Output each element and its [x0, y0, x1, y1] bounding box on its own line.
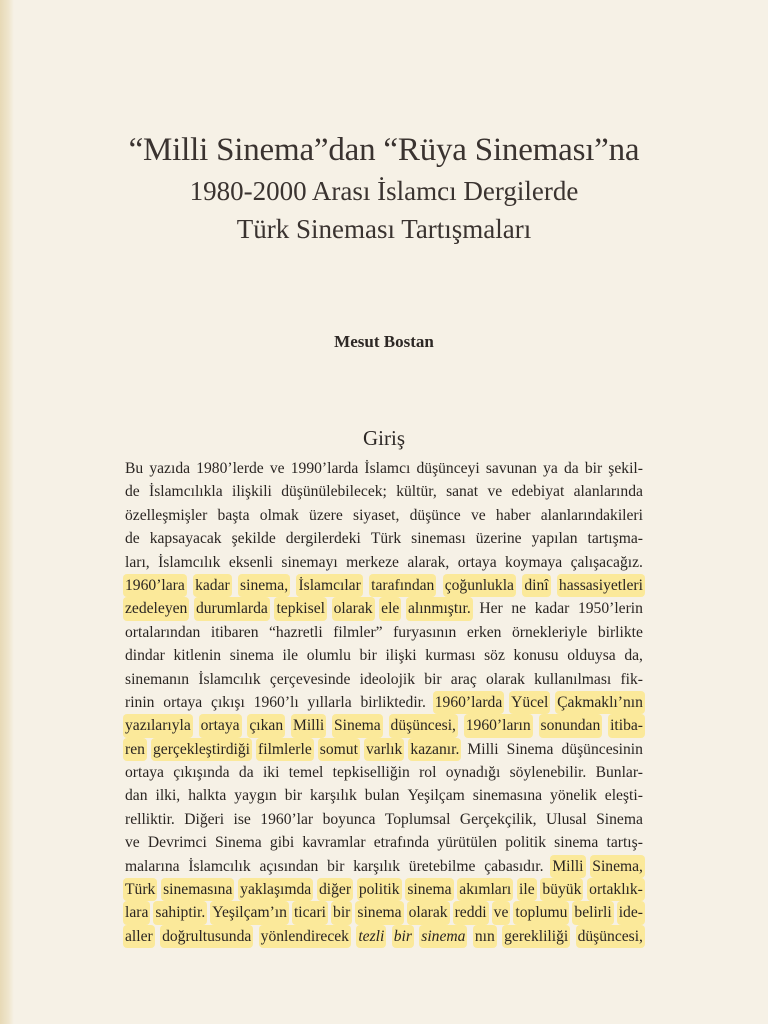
body-word: filmler” [333, 623, 383, 641]
highlighted-word: sonundan [539, 714, 603, 737]
body-word: kullanılması [534, 670, 612, 688]
body-word: yönelik [550, 787, 597, 805]
body-word: olarak [485, 670, 525, 688]
body-word: dindar [125, 647, 165, 665]
body-word: yıllarla [307, 693, 352, 711]
body-word: İslamcılık [158, 553, 221, 571]
highlighted-word: alınmıştır. [406, 597, 473, 620]
body-word: boyunca [322, 810, 376, 828]
highlighted-word: düşüncesi, [576, 925, 645, 948]
highlighted-word: ren [123, 738, 147, 761]
highlighted-word: ortaya [199, 714, 242, 737]
author-name: Mesut Bostan [334, 332, 434, 351]
highlighted-word: çıkan [247, 714, 285, 737]
body-line [125, 574, 643, 597]
body-word: Devrimci [147, 834, 207, 852]
body-word: Türk [370, 530, 402, 548]
highlighted-word: olarak [332, 597, 375, 620]
body-word: ve [470, 506, 486, 524]
body-word: 1960’lı [253, 693, 299, 711]
body-word: düşüncesinin [561, 740, 643, 758]
highlighted-word: sinema [419, 925, 467, 948]
body-word: üretebilme [408, 857, 476, 875]
body-word: ortaya [163, 693, 203, 711]
highlighted-word: yönlendirecek [259, 925, 351, 948]
body-word: ile [282, 647, 299, 665]
highlighted-word: yaklaşımda [238, 878, 313, 901]
body-line [125, 808, 643, 831]
body-word: söylenebilir. [509, 764, 587, 782]
highlighted-word: sinema [355, 901, 403, 924]
body-word: Gerçekçilik, [459, 810, 537, 828]
body-word: İslamcılık [188, 857, 251, 875]
body-word: Toplumsal [384, 810, 451, 828]
body-word: kurması [425, 647, 476, 665]
body-word: Bu [125, 460, 144, 477]
body-text [125, 457, 643, 948]
body-word: olduysa [567, 647, 616, 665]
body-word: Diğeri [184, 810, 225, 828]
body-line [125, 551, 643, 574]
body-word: halkta [188, 787, 227, 805]
highlighted-word: ticari [292, 901, 328, 924]
body-word: da [238, 764, 254, 782]
highlighted-word: hassasiyetleri [557, 574, 645, 597]
body-word: kapsayacak [149, 530, 222, 548]
body-word: çıkışında [173, 764, 230, 782]
highlighted-word: akımları [457, 878, 513, 901]
highlighted-word: 1960’larda [433, 691, 505, 714]
highlighted-word: diğer [317, 878, 353, 901]
body-word: konusu [513, 647, 559, 665]
body-word: sinemanın [125, 670, 190, 688]
body-word: Sinema [596, 810, 643, 828]
highlighted-word: varlık [364, 738, 404, 761]
highlighted-word: zedeleyen [123, 597, 189, 620]
body-word: dergilerdeki [285, 530, 361, 548]
body-word: haber [495, 506, 531, 524]
body-word: kadar [534, 600, 570, 618]
highlighted-word: gerekliliği [502, 925, 570, 948]
body-word: bulan [364, 787, 400, 805]
body-word: eleşti- [604, 787, 643, 805]
highlighted-word: Yücel [509, 691, 550, 714]
highlighted-word: politik [357, 878, 402, 901]
highlighted-word: İslamcılar [296, 574, 362, 597]
body-word: sinema [229, 647, 274, 665]
body-word: olumlu [306, 647, 351, 665]
body-word: ve [269, 460, 285, 477]
highlighted-word: Milli [550, 855, 585, 878]
body-line [125, 925, 643, 948]
body-word: başta [217, 506, 250, 524]
body-line [125, 831, 643, 854]
article-subtitle-line-2: Türk Sineması Tartışmaları [236, 214, 532, 244]
body-line [125, 901, 643, 924]
body-word: yürütülen [437, 834, 498, 852]
body-word: fik- [620, 670, 643, 688]
body-line [125, 738, 643, 761]
body-word: araç [450, 670, 477, 688]
body-word: 1980’lerde [196, 460, 264, 477]
article-subtitle-line-1: 1980-2000 Arası İslamcı Dergilerde [189, 176, 579, 206]
body-word: Milli [467, 740, 499, 758]
body-word: da [563, 460, 579, 477]
body-word: sineması [411, 530, 466, 548]
highlighted-word: somut [318, 738, 360, 761]
body-word: üzere [309, 506, 343, 524]
highlighted-word: reddi [453, 901, 489, 924]
highlighted-word: büyük [540, 878, 583, 901]
body-line [125, 504, 643, 527]
highlighted-word: ve [492, 901, 511, 924]
highlighted-word: nın [473, 925, 497, 948]
body-word: ortalarından [125, 623, 201, 641]
body-word: bir [327, 857, 345, 875]
highlighted-word: doğrultusunda [160, 925, 253, 948]
highlighted-word: tarafından [369, 574, 436, 597]
body-line [125, 714, 643, 737]
body-line [125, 784, 643, 807]
body-line [125, 597, 643, 620]
body-word: etrafında [373, 834, 430, 852]
body-word: söz [484, 647, 505, 665]
body-word: kavramlar [302, 834, 366, 852]
body-word: Sinema [214, 834, 262, 852]
body-word: yaygın [234, 787, 277, 805]
body-word: özelleşmişler [125, 506, 208, 524]
body-word: yazıda [149, 460, 191, 477]
body-word: ilki, [155, 787, 181, 805]
body-word: itibaren [210, 623, 259, 641]
body-word: üzerine [475, 530, 522, 548]
body-word: İslamcılıkla [149, 483, 223, 501]
highlighted-word: düşüncesi, [389, 714, 458, 737]
body-word: tepkiselliğin [332, 764, 410, 782]
body-word: açısından [259, 857, 319, 875]
highlighted-word: Çakmaklı’nın [555, 691, 645, 714]
body-word: rol [419, 764, 437, 782]
body-word: olmak [259, 506, 299, 524]
body-word: çalışacağız. [570, 553, 643, 571]
body-word: alanlarındakileri [540, 506, 643, 524]
highlighted-word: filmlerle [256, 738, 314, 761]
body-word: düşünceyi [416, 460, 480, 477]
body-word: ları, [125, 553, 150, 571]
body-word: erken [466, 623, 502, 641]
body-word: İslamcı [364, 460, 411, 477]
highlighted-word: çoğunlukla [443, 574, 516, 597]
body-word: bir [284, 787, 303, 805]
highlighted-word: Sinema, [590, 855, 645, 878]
highlighted-word: itiba- [608, 714, 645, 737]
body-word: edebiyat [511, 483, 565, 501]
body-word: ne [511, 600, 527, 618]
body-word: tartış- [606, 834, 643, 852]
highlighted-word: yazılarıyla [123, 714, 193, 737]
body-word: kültür, [396, 483, 437, 501]
body-word: düşünce [409, 506, 461, 524]
body-word: Yeşilçam [407, 787, 465, 805]
body-word: sanat [446, 483, 479, 501]
highlighted-word: gerçekleştirdiği [151, 738, 252, 761]
highlighted-word: tepkisel [274, 597, 327, 620]
body-word: Her [479, 600, 503, 618]
highlighted-word: olarak [407, 901, 450, 924]
body-word: İslamcılık [198, 670, 261, 688]
highlighted-word: sahiptir. [153, 901, 207, 924]
body-word: temel [288, 764, 324, 782]
body-line [125, 878, 643, 901]
section-heading: Giriş [363, 426, 405, 450]
body-word: eksenli [228, 553, 274, 571]
body-word: ortaya [457, 553, 497, 571]
body-word: bir [424, 670, 442, 688]
body-word: relliktir. [125, 810, 175, 828]
highlighted-word: sinemasına [161, 878, 234, 901]
body-word: dan [125, 787, 148, 805]
body-word: ilişkili [232, 483, 272, 501]
title-block [0, 128, 768, 248]
body-word: ilişki [385, 647, 417, 665]
body-word: kitlenin [173, 647, 222, 665]
highlighted-word: Milli [291, 714, 326, 737]
body-word: karşılık [353, 857, 400, 875]
highlighted-word: 1960’lara [123, 574, 187, 597]
body-word: politik [505, 834, 546, 852]
body-word: 1950’lerin [577, 600, 643, 618]
body-word: karşılık [310, 787, 357, 805]
body-word: da, [624, 647, 643, 665]
body-word: Sinema [506, 740, 554, 758]
body-word: ortaya [125, 764, 164, 782]
highlighted-word: kadar [193, 574, 232, 597]
body-word: siyaset, [353, 506, 400, 524]
body-word: alarak, [407, 553, 450, 571]
body-word: savunan [485, 460, 537, 477]
body-word: ideolojik [359, 670, 416, 688]
body-line [125, 691, 643, 714]
body-line [125, 527, 643, 550]
body-word: 1990’larda [290, 460, 359, 477]
highlighted-word: toplumu [513, 901, 569, 924]
body-line [125, 761, 643, 784]
body-word: birlikte [597, 623, 643, 641]
body-word: şekilde [231, 530, 276, 548]
body-word: furyasının [393, 623, 457, 641]
body-word: sinema [554, 834, 599, 852]
body-line [125, 855, 643, 878]
highlighted-word: Sinema [332, 714, 383, 737]
body-word: koymaya [505, 553, 563, 571]
body-word: bir [584, 460, 603, 477]
body-word: malarına [125, 857, 180, 875]
body-word: birliktedir. [360, 693, 426, 711]
highlighted-word: ele [379, 597, 401, 620]
highlighted-word: ide- [617, 901, 645, 924]
body-word: çabasıdır. [484, 857, 544, 875]
body-word: alanlarında [573, 483, 643, 501]
body-word: tartışma- [587, 530, 643, 548]
body-word: Ulusal [545, 810, 587, 828]
body-word: “hazretli [269, 623, 323, 641]
body-word: ve [487, 483, 503, 501]
body-word: merkeze [346, 553, 399, 571]
body-word: şekil- [608, 460, 643, 477]
body-word: de [125, 530, 140, 548]
highlighted-word: dinî [522, 574, 550, 597]
body-line [125, 644, 643, 667]
highlighted-word: Türk [123, 878, 157, 901]
highlighted-word: bir [331, 901, 352, 924]
body-line [125, 621, 643, 644]
highlighted-word: tezli [356, 925, 386, 948]
highlighted-word: sinema [405, 878, 453, 901]
body-word: de [125, 483, 140, 501]
body-word: bir [359, 647, 377, 665]
highlighted-word: 1960’ların [464, 714, 533, 737]
highlighted-word: bir [392, 925, 414, 948]
highlighted-word: belirli [572, 901, 613, 924]
body-word: düşünülebilecek; [281, 483, 387, 501]
highlighted-word: durumlarda [194, 597, 270, 620]
article-title: “Milli Sinema”dan “Rüya Sineması”na [128, 132, 640, 168]
body-word: oynadığı [445, 764, 501, 782]
body-word: rinin [125, 693, 155, 711]
body-word: gibi [269, 834, 295, 852]
highlighted-word: ortaklık- [587, 878, 645, 901]
body-word: örnekleriyle [512, 623, 588, 641]
body-line [125, 668, 643, 691]
body-word: yapılan [531, 530, 578, 548]
highlighted-word: ile [517, 878, 537, 901]
body-word: çıkışı [211, 693, 245, 711]
body-word: iki [262, 764, 280, 782]
body-word: Bunlar- [595, 764, 643, 782]
highlighted-word: Yeşilçam’ın [210, 901, 289, 924]
body-word: sinemayı [281, 553, 338, 571]
highlighted-word: lara [123, 901, 150, 924]
body-word: sinemasına [472, 787, 543, 805]
body-line [125, 480, 643, 503]
body-word: ve [125, 834, 140, 852]
body-word: çerçevesinde [269, 670, 351, 688]
body-word: ise [233, 810, 251, 828]
highlighted-word: sinema, [238, 574, 290, 597]
body-word: 1960’lar [260, 810, 314, 828]
body-line [125, 457, 643, 480]
highlighted-word: kazanır. [408, 738, 461, 761]
highlighted-word: aller [123, 925, 155, 948]
body-word: ya [543, 460, 558, 477]
